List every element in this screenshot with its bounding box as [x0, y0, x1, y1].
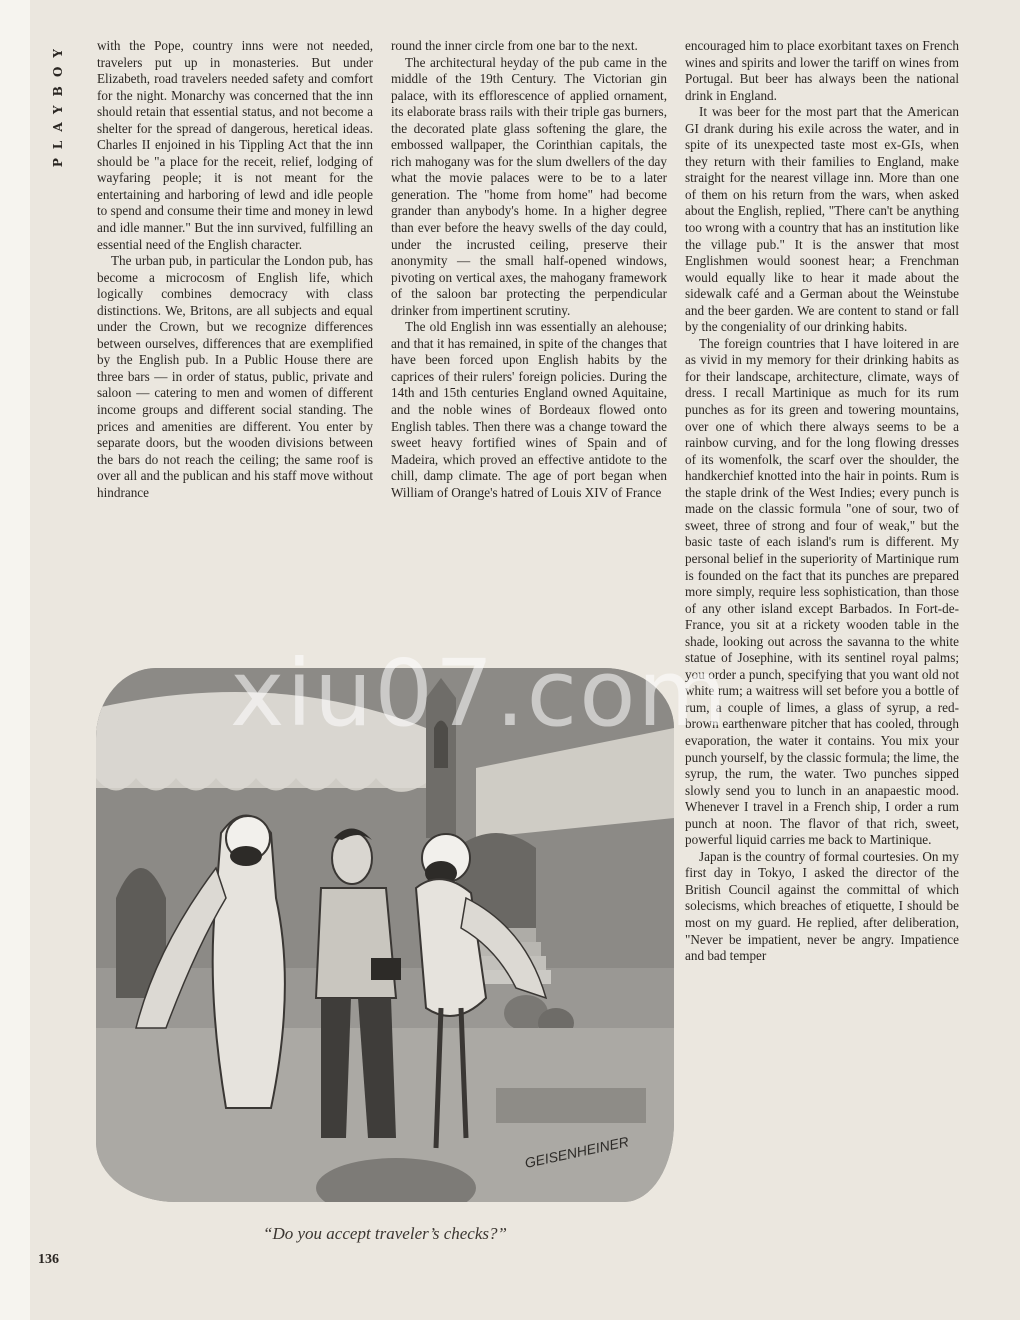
- text-column-3: [685, 38, 959, 965]
- artist-signature: GEISENHEINER: [523, 1133, 631, 1171]
- magazine-name: PLAYBOY: [51, 40, 65, 168]
- text-column-1: [97, 38, 373, 501]
- magazine-sidebar-mark: [51, 40, 71, 190]
- paragraph: The old English inn was essentially an alehouse; and that it has remained, in spite of the changes that have been forced upon English habits by the caprices of their rulers' foreign policies. During the 14th and 15th centuries England owned Aquitaine, and the noble wines of Bordeaux flowed onto English tables. Then there was a change toward the sweet heavy fortified wines of Spain and of Madeira, which proved an effective antidote to the chill, damp climate. The age of port began when William of Orange's hatred of Louis XIV of France: [391, 319, 667, 500]
- paragraph: encouraged him to place exorbitant taxes on French wines and spirits and lower the tariff on wines from Portugal. But beer has always been the national drink in England.: [685, 38, 959, 103]
- paragraph: The urban pub, in particular the London pub, has become a microcosm of English life, which logically combines democracy with class distinctions. We, Britons, are all subjects and equal under the Crown, but we recognize differences between ourselves, differences that are exemplified by the English pub. In a Public House there are three bars — in order of status, public, private and saloon — catering to men and women of different income groups and different social standing. The prices and amenities are different. You enter by separate doors, but the wooden divisions between the bars do not reach the ceiling; the same roof is over all and the publican and his staff move without hindrance: [97, 253, 373, 500]
- paragraph: round the inner circle from one bar to the next.: [391, 38, 638, 53]
- paragraph: The architectural heyday of the pub came in the middle of the 19th Century. The Victorian gin palace, with its efflorescence of applied ornament, its elaborate brass rails with their triple gas burners, the decorated plate glass softening the glare, the embossed wallpaper, the Corinthian capitals, the rich mahogany was for the slum dwellers of the day what the movie palaces were to be to a later generation. The "home from home" had become grander than anybody's home. In a higher degree than ever before the heavy swells of the day could, under the incrusted ceiling, preserve their anonymity — the small half-opened windows, pivoting on vertical axes, the mahogany framework of the saloon bar protecting the perpendicular drinker from impertinent scrutiny.: [391, 54, 667, 318]
- watermark: xiu07.com: [230, 640, 730, 747]
- cartoon-caption: “Do you accept traveler’s checks?”: [263, 1224, 507, 1243]
- page-number: 136: [38, 1252, 59, 1267]
- cartoon-illustration: [96, 668, 674, 1202]
- cartoon-drawing: [96, 668, 674, 1202]
- paragraph: Japan is the country of formal courtesies. On my first day in Tokyo, I asked the director of the British Council against the committal of which solecisms, which breaches of etiquette, I should be most on my guard. He replied, after deliberation, "Never be impatient, never be angry. Impatience and bad temper: [685, 848, 959, 964]
- text-column-2: [391, 38, 667, 501]
- paragraph: with the Pope, country inns were not needed, travelers put up in monasteries. But under Elizabeth, road travelers needed safety and comfort for the night. Monarchy was concerned that the inn should retain that essential status, and not become a shelter for the spread of dangerous, heretical ideas. Charles II enjoined in his Tippling Act that the inn should be "a place for the receit, relief, lodging of wayfaring people; it is not meant for the entertaining and harboring of lewd and idle people to spend and consume their time and money in lewd and idle manner." But the inn survived, fulfilling an essential need of the English character.: [97, 38, 373, 252]
- page-margin: [0, 0, 30, 1320]
- paragraph: It was beer for the most part that the American GI drank during his exile across the water, and in spite of its unexpected taste most ex-GIs, when they return with their families to England, make straight for the nearest village inn. More than one of them on his return from the wars, when asked about the English, replied, "There can't be anything too wrong with a country that has an institution like the village pub." It is the answer that most Englishmen would soonest hear; a Frenchman would equally like to hear it made about the sidewalk café and a German about the Weinstube and the beer garden. We are content to stand or fall by the congeniality of our drinking habits.: [685, 104, 959, 335]
- paragraph: The foreign countries that I have loitered in are as vivid in my memory for their drinking habits as for their landscape, architecture, climate, ways of dress. I recall Martinique as much for its rum punches as for its green and towering mountains, over one of which there always seems to be a rainbow curving, and for the long flowing dresses of its womenfolk, the scarf over the shoulder, the handkerchief knotted into the hair in points. Rum is the staple drink of the West Indies; every punch is made on the classic formula "one of sour, two of sweet, three of strong and four of weak," but the basic taste of each island's rum is different. My personal belief in the superiority of Martinique rum is founded on the fact that its punches are prepared more simply, require less sophistication, than those of any other island except Barbados. In Fort-de-France, you sit at a rickety wooden table in the shade, looking out across the savanna to the white statue of Josephine, with its sentinel royal palms; you order a punch, specifying that you want old not white rum; a waitress will set before you a bottle of rum, a couple of limes, a glass of syrup, a red-brown earthenware pitcher that has cooled, through evaporation, the water it contains. You mix your punch yourself, by the classic formula; the lime, the syrup, the rum, the water. Two punches sipped slowly send you to lunch in an anapaestic mood. Whenever I travel in a French ship, I order a rum punch at noon. The flavor of that rich, sweet, powerful liquid carries me back to Martinique.: [685, 335, 959, 848]
